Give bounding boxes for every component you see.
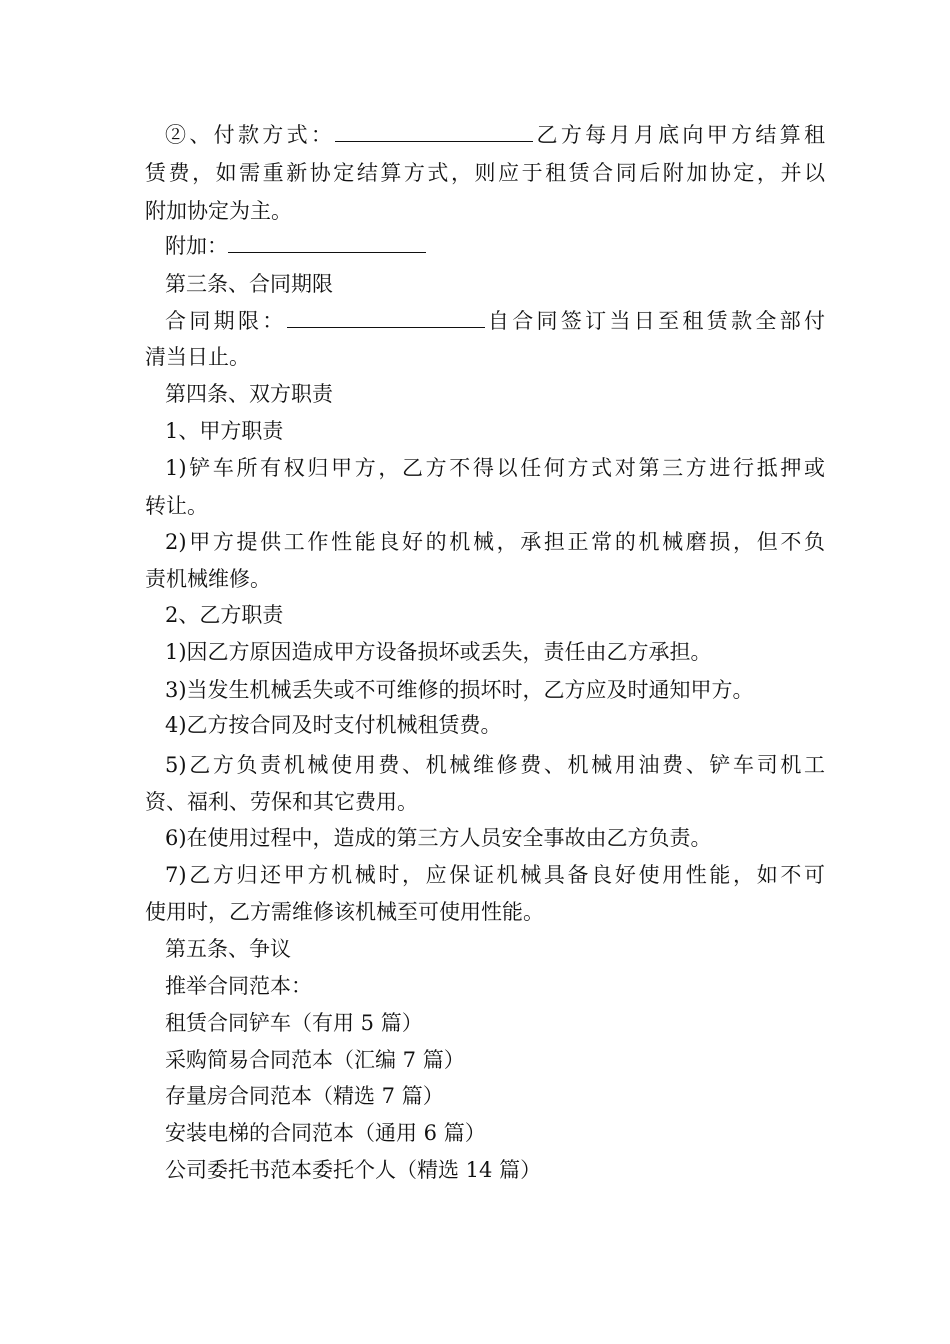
recommended-link[interactable]: 采购简易合同范本（汇编 7 篇） — [165, 1048, 465, 1072]
attachment-label: 附加： — [165, 234, 228, 258]
recommended-link[interactable]: 租赁合同铲车（有用 5 篇） — [165, 1011, 423, 1035]
payment-method-text: 乙方每月月底向甲方结算租 — [533, 123, 826, 147]
payment-method-label: ②、付款方式： — [165, 123, 336, 147]
paragraph-line: 赁费，如需重新协定结算方式，则应于租赁合同后附加协定，并以 — [145, 161, 825, 185]
paragraph-line: 责机械维修。 — [145, 567, 271, 591]
recommended-heading: 推举合同范本： — [165, 974, 312, 998]
section-heading: 第五条、争议 — [165, 937, 291, 961]
list-item: 1)铲车所有权归甲方，乙方不得以任何方式对第三方进行抵押或 — [165, 456, 825, 480]
subsection-heading: 2、乙方职责 — [165, 603, 284, 627]
paragraph-line: 清当日止。 — [145, 345, 250, 369]
attachment-line — [145, 229, 825, 263]
contract-term-blank — [287, 305, 485, 328]
payment-method-line — [145, 118, 825, 152]
paragraph-line: 转让。 — [145, 494, 208, 518]
list-item: 6)在使用过程中，造成的第三方人员安全事故由乙方负责。 — [165, 826, 712, 850]
recommended-link[interactable]: 安装电梯的合同范本（通用 6 篇） — [165, 1121, 486, 1145]
list-item: 1)因乙方原因造成甲方设备损坏或丢失，责任由乙方承担。 — [165, 640, 712, 664]
paragraph-line: 使用时，乙方需维修该机械至可使用性能。 — [145, 900, 544, 924]
section-heading: 第四条、双方职责 — [165, 382, 333, 406]
list-item: 5)乙方负责机械使用费、机械维修费、机械用油费、铲车司机工 — [165, 753, 825, 777]
subsection-heading: 1、甲方职责 — [165, 419, 284, 443]
paragraph-line: 资、福利、劳保和其它费用。 — [145, 790, 418, 814]
attachment-blank — [228, 230, 426, 253]
recommended-link[interactable]: 公司委托书范本委托个人（精选 14 篇） — [165, 1158, 542, 1182]
contract-term-line — [145, 304, 825, 338]
list-item: 4)乙方按合同及时支付机械租赁费。 — [165, 713, 502, 737]
list-item: 7)乙方归还甲方机械时，应保证机械具备良好使用性能，如不可 — [165, 863, 825, 887]
contract-term-text: 自合同签订当日至租赁款全部付 — [484, 309, 826, 333]
section-heading: 第三条、合同期限 — [165, 272, 333, 296]
paragraph-line: 附加协定为主。 — [145, 199, 292, 223]
contract-term-label: 合同期限： — [165, 309, 287, 333]
payment-method-blank — [335, 119, 533, 142]
recommended-link[interactable]: 存量房合同范本（精选 7 篇） — [165, 1084, 444, 1108]
list-item: 3)当发生机械丢失或不可维修的损坏时，乙方应及时通知甲方。 — [165, 678, 754, 702]
list-item: 2)甲方提供工作性能良好的机械，承担正常的机械磨损，但不负 — [165, 530, 825, 554]
